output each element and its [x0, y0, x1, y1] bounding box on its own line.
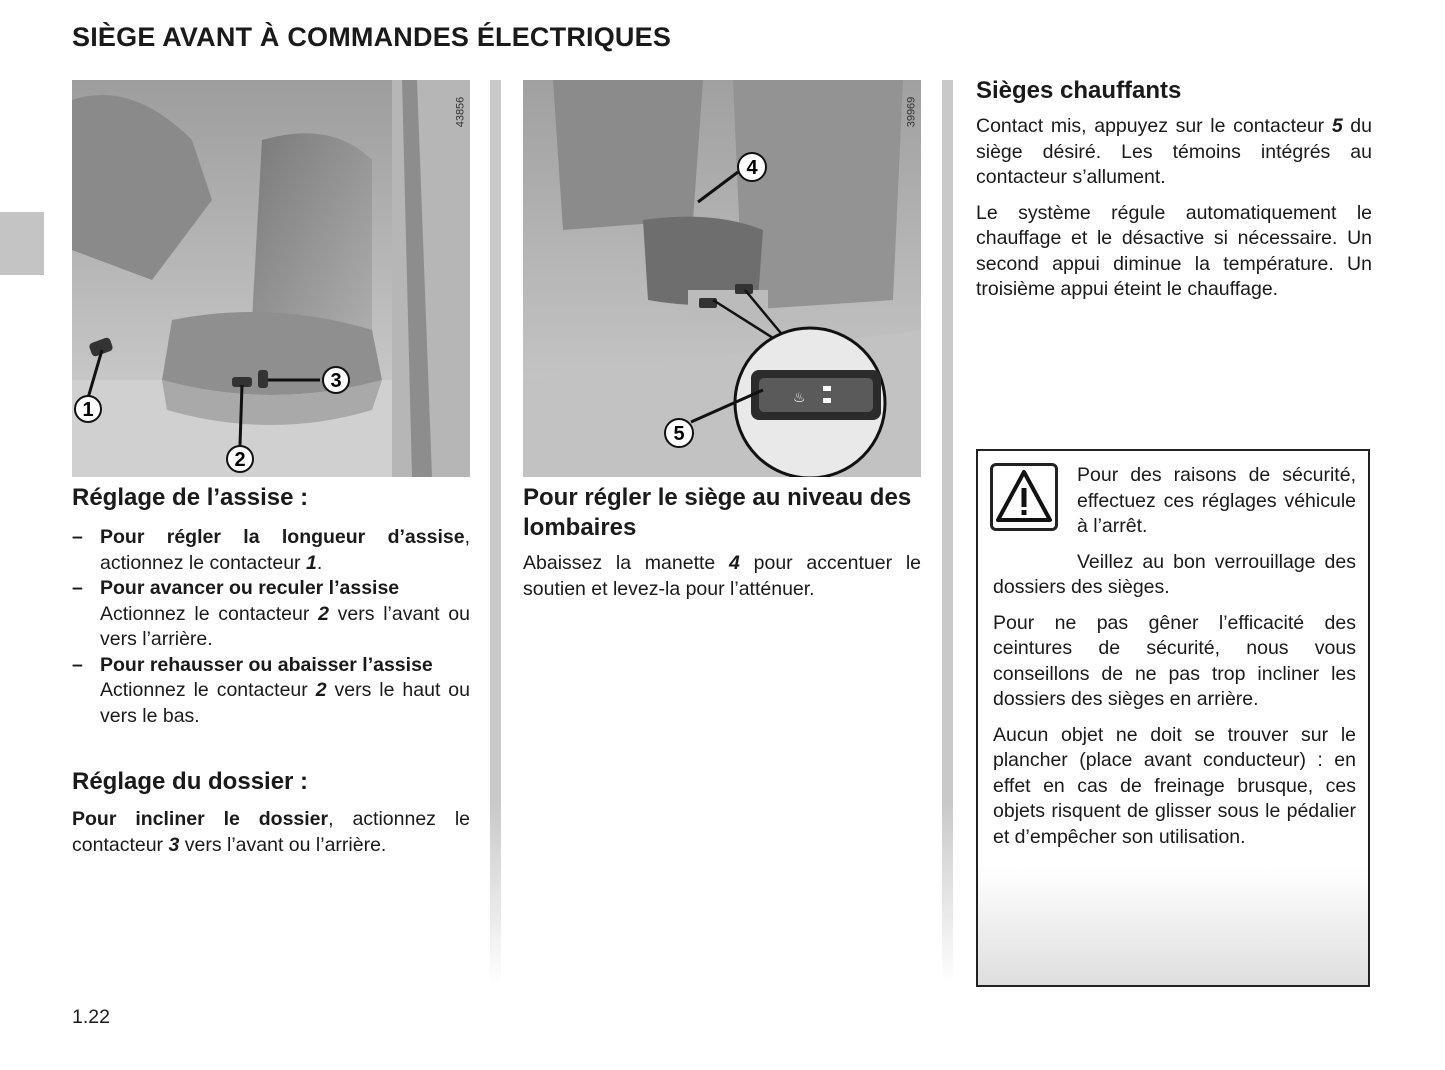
lombaires-text-b: pour accentuer le soutien et levez-la pour l’atténuer.	[523, 552, 921, 600]
item-ref: 2	[318, 602, 329, 625]
item-text: vers l’avant ou vers l’arrière.	[100, 602, 471, 650]
list-dash: –	[72, 653, 83, 676]
item-text: vers le haut ou vers le bas.	[100, 679, 470, 727]
dossier-text-a: , actionnez le contacteur	[72, 808, 471, 856]
item-bold: Pour avancer ou reculer l’assise	[100, 577, 400, 599]
item-text: Actionnez le contacteur	[100, 679, 316, 701]
armrest-illustration	[523, 80, 921, 477]
list-item	[72, 653, 470, 730]
callout-4	[738, 153, 766, 181]
chauffants-p2: Le système régule automatiquement le chauffage et le désactive si nécessaire. Un second appui diminue la température. Un troisième appui éteint le chauffage.	[976, 201, 1372, 300]
chapter-tab	[0, 212, 44, 275]
item-text: , actionnez le contacteur	[100, 526, 470, 574]
heading-lombaires: Pour régler le siège au niveau des lombaires	[523, 484, 912, 541]
callout-4-label: 4	[746, 157, 758, 179]
dossier-text-b: vers l’avant ou l’arrière.	[179, 833, 387, 856]
seat-illustration	[72, 80, 470, 477]
warning-p3: Pour ne pas gêner l’efficacité des ceintures de sécurité, nous vous conseillons de ne pas trop incliner les dossiers des sièges en arrière.	[993, 611, 1356, 710]
warning-p4: Aucun objet ne doit se trouver sur le plancher (place avant conducteur) : en effet en cas de freinage brusque, ces objets risquent de glisser sous le pédalier et d’empêcher son utilisation.	[993, 723, 1356, 848]
list-item	[72, 525, 470, 576]
dossier-bold: Pour incliner le dossier	[72, 808, 329, 830]
figure-seat-controls	[72, 80, 470, 477]
list-dash: –	[72, 526, 83, 548]
callout-1	[75, 396, 101, 422]
callout-1-label: 1	[82, 399, 94, 421]
item-bold: Pour régler la longueur d’assise	[100, 526, 465, 548]
chauffants-p1-b: du siège désiré. Les témoins intégrés au contacteur s’allument.	[976, 115, 1372, 188]
lombaires-text-a: Abaissez la manette	[523, 552, 730, 574]
dossier-ref: 3	[168, 833, 180, 856]
dossier-text	[72, 807, 470, 858]
column-assise	[72, 483, 470, 858]
item-ref: 2	[315, 679, 327, 701]
heading-assise: Réglage de l’assise :	[72, 484, 309, 511]
column-divider-right	[942, 80, 953, 985]
lombaires-text	[523, 551, 921, 602]
figure-lumbar-heating	[523, 80, 921, 477]
warning-p1: Pour des raisons de sécurité, effectuez ces réglages véhicule à l’arrêt.	[1077, 464, 1356, 537]
lombaires-ref: 4	[729, 552, 740, 574]
item-text: .	[316, 551, 323, 574]
figure-ref-number: 39969	[905, 96, 918, 128]
zoom-inset	[735, 328, 885, 477]
callout-2-label: 2	[234, 449, 246, 471]
heading-chauffants: Sièges chauffants	[976, 77, 1182, 104]
safety-warning-box	[976, 449, 1370, 987]
column-lombaires	[523, 483, 921, 602]
callout-3	[323, 367, 349, 393]
item-text: Actionnez le contacteur	[100, 602, 319, 625]
page-title: SIÈGE AVANT À COMMANDES ÉLECTRIQUES	[72, 22, 672, 52]
warning-text	[993, 463, 1356, 860]
assise-list	[72, 525, 470, 729]
item-ref: 1	[305, 551, 317, 574]
callout-2	[227, 446, 253, 472]
chauffants-p1-a: Contact mis, appuyez sur le contacteur	[976, 115, 1332, 137]
page-number: 1.22	[72, 1006, 110, 1028]
list-item	[72, 576, 470, 653]
column-chauffants	[976, 76, 1372, 303]
item-sub	[100, 678, 470, 729]
item-sub	[100, 602, 470, 653]
callout-3-label: 3	[330, 370, 342, 392]
list-dash: –	[72, 577, 83, 599]
warning-p2: Veillez au bon verrouillage des dossiers des sièges.	[993, 550, 1356, 598]
chauffants-ref: 5	[1331, 115, 1343, 137]
callout-5-label: 5	[673, 423, 685, 445]
heading-dossier: Réglage du dossier :	[72, 768, 309, 795]
chauffants-p1	[976, 114, 1372, 191]
svg-text:♨: ♨	[793, 390, 806, 406]
figure-ref-number: 43856	[454, 96, 467, 128]
column-divider-left	[490, 80, 501, 985]
item-bold: Pour rehausser ou abaisser l’assise	[100, 653, 433, 676]
callout-5	[665, 419, 693, 447]
